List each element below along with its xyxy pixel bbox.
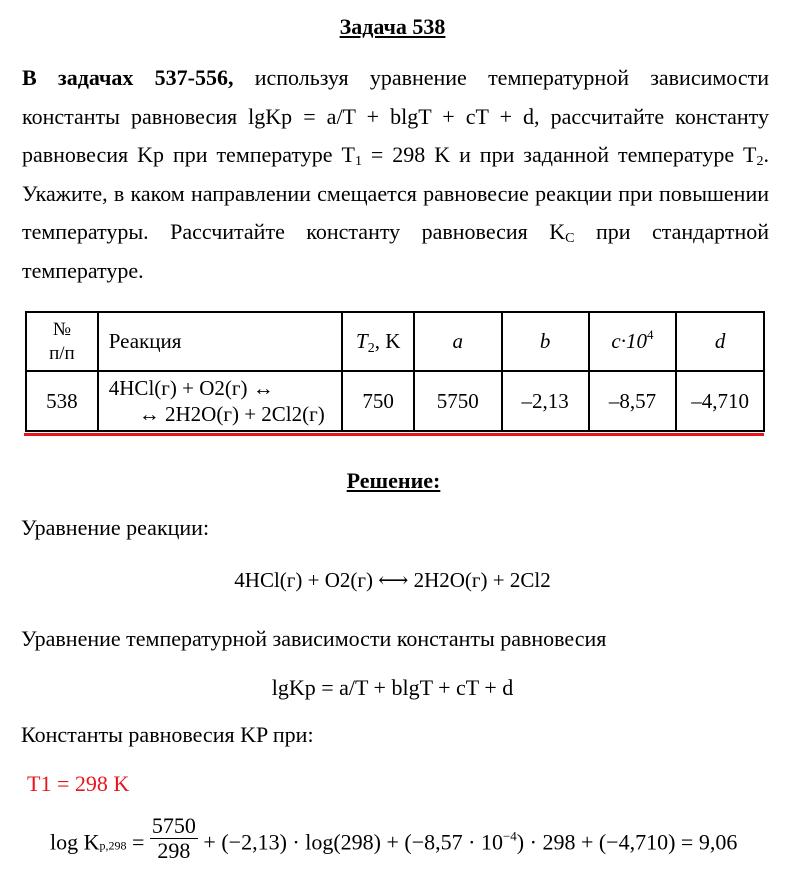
fraction: $\frac{5750}{298}$ <box>151 813 196 863</box>
header-reaction: Реакция <box>98 312 343 371</box>
reaction-line-1: 4HCl(г) + O2(г) ↔ <box>108 376 274 400</box>
header-t2: T2, K <box>342 312 414 371</box>
table-header-row <box>26 312 764 371</box>
header-b: b <box>502 312 589 371</box>
temp-dependence-label: Уравнение температурной зависимости константы равновесия <box>21 626 607 651</box>
task-title: Задача 538 <box>339 14 446 39</box>
task-range: В задачах 537-556, <box>22 65 234 90</box>
cell-t2: 750 <box>342 371 414 431</box>
reaction-label: Уравнение реакции: <box>21 515 210 540</box>
temp-dependence-equation: lgKp = a/T + blgT + cT + d <box>271 675 514 700</box>
reaction-line-2: ↔ 2H2O(г) + 2Cl2(г) <box>138 402 325 426</box>
t1-label: T1 = 298 K <box>27 771 130 796</box>
header-num: № п/п <box>26 312 98 371</box>
cell-a: 5750 <box>414 371 501 431</box>
red-underline <box>24 433 764 436</box>
header-a: a <box>414 312 501 371</box>
kp-formula: log Kp,298 = $\frac{5750}{298}$ + $(-2,13) \cdot \log(298) + (-8,57 \cdot 10^{-4}) \cdot 298 + (-4,710) = 9,06$ <box>50 813 738 863</box>
header-c: $c\cdot 10^4$ <box>589 312 676 371</box>
reaction-equation: 4HCl(г) + O2(г) ⟷ 2H2O(г) + 2Cl2 <box>234 568 551 592</box>
header-d: d <box>676 312 764 371</box>
cell-b: –2,13 <box>502 371 589 431</box>
cell-c: –8,57 <box>589 371 676 431</box>
task-data-table <box>25 311 765 432</box>
cell-reaction <box>98 371 343 431</box>
kp-label: Константы равновесия KP при: <box>21 722 314 747</box>
task-statement: В задачах 537-556, используя уравнение температурной зависимости константы равновесия lgKp = a/T + blgT + cT + d, рассчитайте константу равновесия Kp при температуре $T_1 = 298$ K и при заданной температуре $T_2$. Укажите, в каком направлении смещается равновесие реакции при повышении температуры. Рассчитайте константу равновесия $K_C$ при стандартной температуре. <box>22 65 770 283</box>
table-row <box>26 371 764 431</box>
solution-heading: Решение: <box>346 468 441 493</box>
cell-num: 538 <box>26 371 98 431</box>
cell-d: –4,710 <box>676 371 764 431</box>
